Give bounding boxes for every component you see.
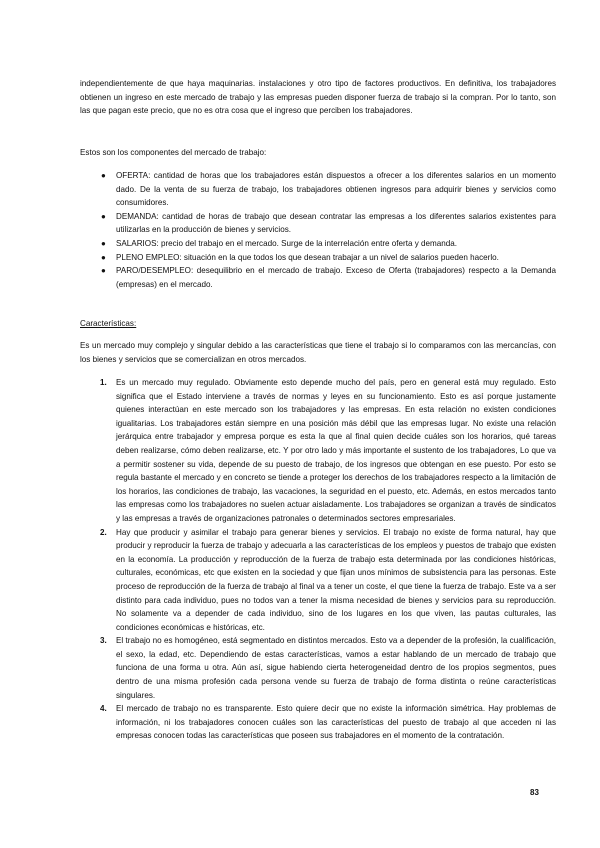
component-text: DEMANDA: cantidad de horas de trabajo que desean contratar las empresas a los diferentes salarios existentes para utilizarlas en la producción de bienes y servicios. bbox=[116, 211, 556, 235]
characteristics-list bbox=[80, 376, 556, 743]
item-number: 1. bbox=[100, 378, 107, 387]
intro-paragraph: independientemente de que haya maquinarias. instalaciones y otro tipo de factores productivos. En definitiva, los trabajadores obtienen un ingreso en este mercado de trabajo y las empresas pueden disponer fuerza de trabajo si la compran. Por lo tanto, son las que pagan este precio, que no es otra cosa que el ingreso que perciben los trabajadores. bbox=[80, 79, 556, 116]
component-text: PARO/DESEMPLEO: desequilibrio en el mercado de trabajo. Exceso de Oferta (trabajadores) respecto a la Demanda (empresas) en el mercado. bbox=[116, 266, 556, 289]
components-intro: Estos son los componentes del mercado de trabajo: bbox=[80, 148, 267, 157]
page-number: 83 bbox=[530, 788, 539, 797]
list-item bbox=[80, 251, 556, 265]
characteristic-text: El mercado de trabajo no es transparente. Esto quiere decir que no existe la información simétrica. Hay problemas de información, ni los trabajadores conocen cuáles son las características del puesto de trabajo al que acceden ni las empresas conocen todas las características que poseen sus trabajadores en el momento de la contratación. bbox=[116, 704, 556, 741]
list-item bbox=[80, 526, 556, 635]
component-text: SALARIOS: precio del trabajo en el mercado. Surge de la interrelación entre oferta y demanda. bbox=[116, 238, 458, 248]
list-item bbox=[80, 376, 556, 526]
item-number: 3. bbox=[100, 636, 107, 646]
bullet-icon: ● bbox=[101, 252, 106, 262]
item-number: 2. bbox=[100, 527, 107, 537]
component-text: PLENO EMPLEO: situación en la que todos los que desean trabajar a un nivel de salarios pueden hacerlo. bbox=[116, 252, 499, 262]
bullet-icon: ● bbox=[101, 238, 106, 248]
characteristics-intro: Es un mercado muy complejo y singular debido a las características que tiene el trabajo si lo comparamos con las mercancías, con los bienes y servicios que se comercializan en otros mercados. bbox=[80, 341, 556, 364]
characteristic-text: Hay que producir y asimilar el trabajo para generar bienes y servicios. El trabajo no existe de forma natural, hay que producir y reproducir la fuerza de trabajo y adecuarla a las características de los empleos y puestos de trabajo que existen en la economía. La producción y reproducción de la fuerza de trabajo esta determinada por las condiciones históricas, culturales, económicas, etc que existen en la sociedad y que fijan unos mínimos de subsistencia para las personas. Este proceso de reproducción de la fuerza de trabajo al final va a tener un coste, el que tiene la fuerza de trabajo. Este va a ser distinto para cada individuo, pues no todos van a tener la misma necesidad de bienes y servicios para su reproducción. No solamente va a depender de cada individuo, sino de los lugares en los que viven, las pautas culturales, las condiciones económicas e históricas, etc. bbox=[116, 527, 556, 632]
list-item bbox=[80, 264, 556, 291]
bullet-icon: ● bbox=[101, 171, 106, 180]
characteristics-heading: Características: bbox=[80, 319, 137, 328]
characteristic-text: Es un mercado muy regulado. Obviamente esto depende mucho del país, pero en general está muy regulado. Esto significa que el Estado interviene a través de normas y leyes en su funcionamiento. Esto es así porque justamente quienes interactúan en este mercado son los trabajadores y las empresas. En esta relación no existen condiciones igualitarias. Los trabajadores están siempre en una posición más débil que las empresas lugar. No existe una relación jerárquica entre trabajador y empresa porque es esta la que al final quien decide cuáles son los horarios, qué tareas deben realizarse, cómo deben realizarse, etc. Y por otro lado y más importante el sustento de los trabajadores, Lo que va a permitir sostener su vida, depende de su puesto de trabajo, de los ingresos que obtengan en ese puesto. Por esto se regula bastante el mercado y en concreto se tiende a proteger los derechos de los trabajadores respecto a la limitación de los horarios, las condiciones de trabajo, las vacaciones, la seguridad en el puesto, etc. Además, en estos mercados tanto las empresas como los trabajadores no suelen actuar aisladamente. Los trabajadores se organizan a través de sindicatos y las empresas a través de organizaciones patronales o determinados sectores empresariales. bbox=[116, 378, 556, 523]
list-item bbox=[80, 169, 556, 210]
list-item bbox=[80, 210, 556, 237]
item-number: 4. bbox=[100, 704, 107, 714]
bullet-icon: ● bbox=[101, 211, 106, 221]
components-list bbox=[80, 169, 556, 291]
list-item bbox=[80, 237, 556, 251]
component-text: OFERTA: cantidad de horas que los trabajadores están dispuestos a ofrecer a los diferentes salarios en un momento dado. De la venta de su fuerza de trabajo, los trabajadores obtienen ingresos para adquirir bienes y servicios como consumidores. bbox=[116, 171, 556, 208]
list-item bbox=[80, 702, 556, 743]
bullet-icon: ● bbox=[101, 266, 106, 276]
list-item bbox=[80, 634, 556, 702]
characteristic-text: El trabajo no es homogéneo, está segmentado en distintos mercados. Esto va a depender de la profesión, la cualificación, el sexo, la edad, etc. Dependiendo de estas características, vamos a estar hablando de un mercado de trabajo que funciona de una forma u otra. Aún así, sigue habiendo cierta heterogeneidad dentro de los propios segmentos, pues dentro de una misma profesión cada persona vende su fuerza de trabajo de forma distinta o reúne características singulares. bbox=[116, 636, 556, 700]
